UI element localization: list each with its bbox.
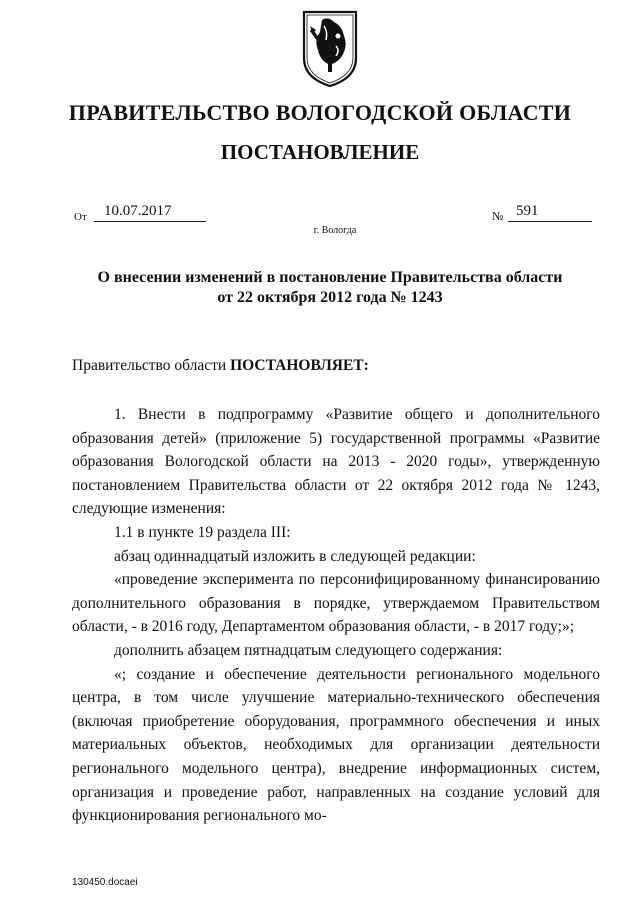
coat-of-arms-emblem [298,6,362,90]
file-code: 130450.docaei [72,877,138,888]
document-date: 10.07.2017 [94,203,206,222]
decree-statement [72,357,369,375]
document-body [72,403,600,828]
document-subject [80,268,580,308]
city-label: г. Вологда [313,225,357,236]
date-prefix: От [74,211,87,223]
number-prefix: № [492,209,504,223]
body-paragraph: 1.1 в пункте 19 раздела III: [114,523,291,541]
decree-lead: Правительство области [72,357,227,374]
body-paragraph: абзац одиннадцатый изложить в следующей редакции: [114,547,476,565]
body-paragraph: 1. Внести в подпрограмму «Развитие общего и дополнительного образования детей» (приложение 5) государственной программы «Развитие образования Вологодской области на 2013 - 2020 годы», утвержденную постановлением Правительства области от 22 октября 2012 года № 1243, следующие изменения: [72,406,600,518]
issuing-authority-title: ПРАВИТЕЛЬСТВО ВОЛОГОДСКОЙ ОБЛАСТИ [68,100,572,125]
body-paragraph: «проведение эксперимента по персонифицированному финансированию дополнительного образования в порядке, утверждаемом Правительством области, - в 2016 году, Департаментом образования области, - в 2017 году;»; [72,571,600,636]
document-type-title: ПОСТАНОВЛЕНИЕ [220,140,420,164]
document-number: 591 [508,203,592,222]
subject-line-1: О внесении изменений в постановление Правительства области [97,269,563,286]
decree-action: ПОСТАНОВЛЯЕТ: [230,357,369,374]
subject-line-2: от 22 октября 2012 года № 1243 [217,289,443,306]
body-paragraph: «; создание и обеспечение деятельности регионального модельного центра, в том числе улучшение материально-технического обеспечения (включая приобретение оборудования, программного обеспечения и иных материальных объектов, необходимых для организации деятельности регионального модельного центра), внедрение информационных систем, организация и проведение работ, направленных на создание условий для функционирования регионального мо- [72,665,600,825]
body-paragraph: дополнить абзацем пятнадцатым следующего содержания: [114,641,503,659]
